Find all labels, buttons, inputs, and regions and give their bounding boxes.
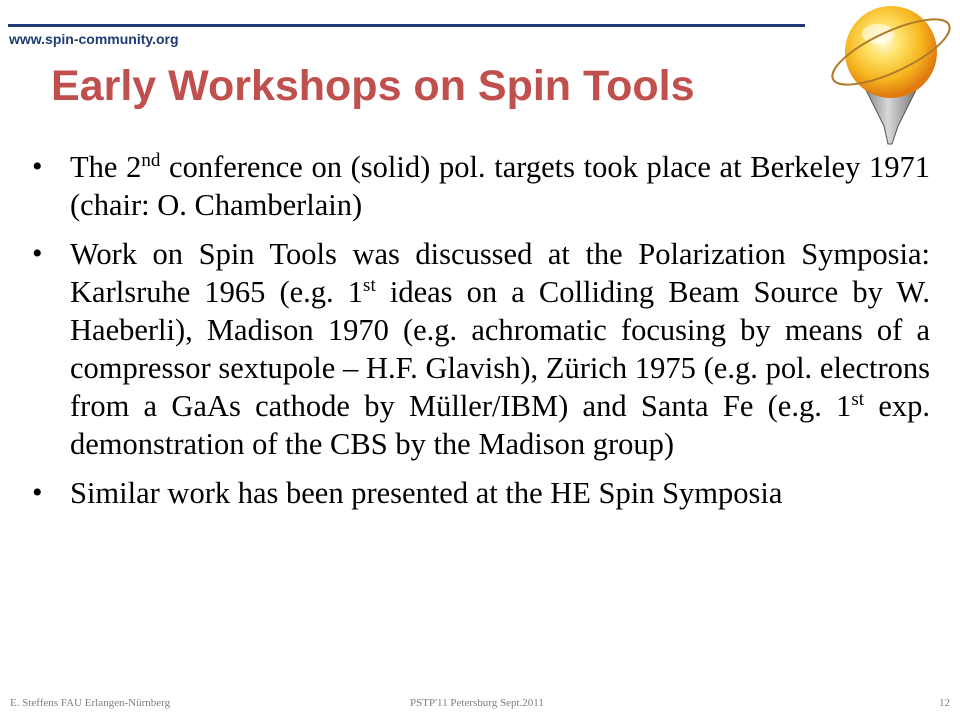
bullet-item-polarization-symposia (30, 235, 930, 463)
bullet-text: The 2 (70, 150, 142, 184)
bullet-item-he-spin-symposia (30, 474, 930, 512)
bullet-list (30, 148, 930, 523)
bullet-text: exp. demonstration of the CBS by the Madison group) (70, 389, 930, 461)
ordinal-suffix: nd (141, 150, 161, 171)
ordinal-suffix: st (851, 389, 865, 410)
glowing-sphere-on-cone-logo (822, 0, 960, 146)
footer-event: PSTP'11 Petersburg Sept.2011 (410, 697, 544, 709)
bullet-dot: • (32, 150, 43, 183)
bullet-dot: • (32, 476, 43, 509)
ordinal-suffix: st (363, 275, 376, 296)
bullet-text: ideas on a Colliding Beam Source by W. Haeberli), Madison 1970 (e.g. achromatic focusing by means of a compressor sextupole – H.F. Glavish), Zürich 1975 (e.g. pol. electrons from a GaAs cathode by Müller/IBM) and Santa Fe (e.g. 1 (70, 275, 930, 423)
footer-author: E. Steffens FAU Erlangen-Nürnberg (10, 697, 171, 709)
slide-title: Early Workshops on Spin Tools (51, 62, 695, 110)
bullet-text: Work on Spin Tools was discussed at the Polarization Symposia: Karlsruhe 1965 (e.g. 1 (70, 237, 930, 309)
bullet-dot: • (32, 237, 43, 270)
bullet-text: conference on (solid) pol. targets took place at Berkeley 1971 (chair: O. Chamberlain) (70, 150, 931, 222)
bullet-text: Similar work has been presented at the HE Spin Symposia (70, 476, 783, 510)
header-rule (8, 24, 805, 27)
page-number: 12 (939, 697, 950, 709)
bullet-item-polarized-targets (30, 148, 930, 224)
site-url: www.spin-community.org (9, 31, 179, 47)
